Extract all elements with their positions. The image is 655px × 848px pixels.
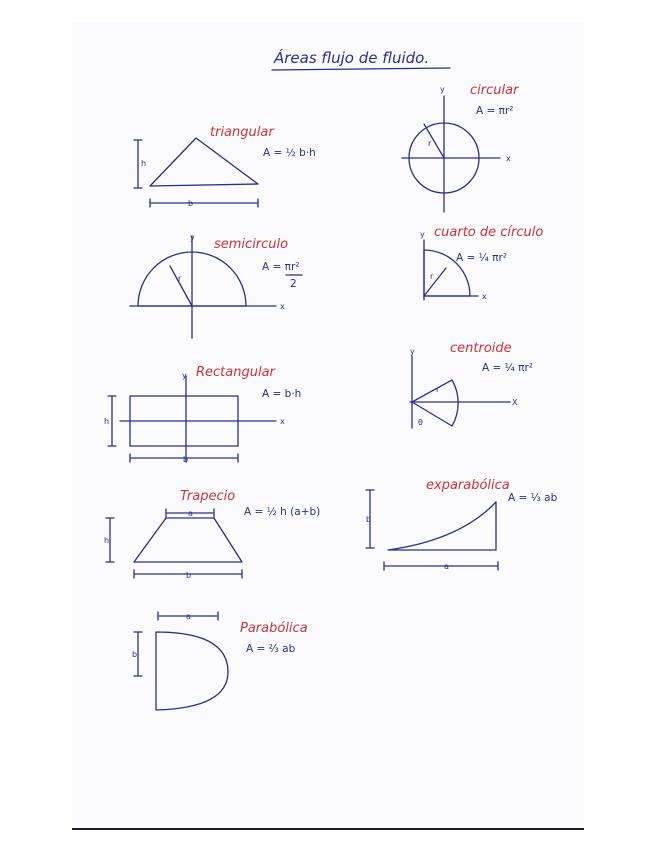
quarter-x-label: x: [482, 292, 487, 301]
quarter-y-label: y: [420, 230, 425, 239]
triangle-h-label: h: [141, 159, 147, 168]
trapecio-figure: [104, 489, 320, 580]
semicircle-y-label: y: [190, 233, 195, 242]
trapecio-name: Trapecio: [180, 489, 236, 504]
rectangle-height-dim: [108, 396, 116, 446]
quarter-radius: [424, 268, 446, 296]
exparabolica-formula: A = ⅓ ab: [508, 492, 558, 504]
trapecio-formula: A = ½ h (a+b): [244, 506, 321, 518]
triangle-base-dim: [150, 199, 258, 207]
circle-radius: [424, 124, 444, 158]
parabola-a-label: a: [186, 612, 191, 621]
exparabola-base-dim: [384, 562, 498, 570]
circular-formula: A = πr²: [476, 105, 514, 117]
quarter-r-label: r: [430, 272, 434, 281]
semicircle-radius: [170, 266, 192, 306]
cuarto-formula: A = ¼ πr²: [456, 252, 508, 264]
sector-r-label: r: [436, 385, 440, 394]
parabolica-formula: A = ⅔ ab: [246, 643, 296, 655]
semicircle-x-label: x: [280, 302, 285, 311]
trapezoid-a-label: a: [188, 509, 193, 518]
cuarto-name: cuarto de círculo: [434, 225, 544, 240]
page-title: Áreas flujo de fluido.: [274, 49, 430, 67]
triangular-formula: A = ½ b·h: [263, 147, 316, 159]
rectangle-x-label: x: [280, 417, 285, 426]
sector-y-label: y: [410, 347, 415, 356]
rectangular-figure: [104, 365, 301, 464]
rectangular-formula: A = b·h: [262, 388, 302, 400]
circle-y-label: y: [440, 85, 445, 94]
parabolica-figure: [132, 612, 308, 710]
semicirculo-formula-bottom: 2: [290, 278, 297, 290]
cuarto-figure: [420, 225, 543, 301]
exparabolica-name: exparabólica: [426, 478, 510, 493]
triangle-b-label: b: [188, 199, 194, 208]
triangle-shape: [150, 138, 258, 186]
semicirculo-figure: [130, 233, 302, 338]
rectangle-h-label: h: [104, 417, 110, 426]
centroide-figure: [410, 341, 533, 428]
rectangle-b-label: b: [183, 455, 189, 464]
parabola-shape: [156, 632, 228, 710]
circle-x-label: x: [506, 154, 511, 163]
trapezoid-b-label: b: [186, 571, 192, 580]
sector-theta-label: θ: [418, 418, 423, 427]
title-underline: [272, 68, 450, 70]
centroide-name: centroide: [450, 341, 512, 356]
semicirculo-formula-top: A = πr²: [262, 261, 300, 273]
rectangular-name: Rectangular: [196, 365, 275, 380]
exparabola-shape: [388, 502, 496, 550]
semicirculo-name: semicirculo: [214, 237, 289, 252]
parabolica-name: Parabólica: [240, 621, 308, 636]
centroide-formula: A = ¼ πr²: [482, 362, 534, 374]
triangular-name: triangular: [210, 125, 274, 140]
parabola-b-label: b: [132, 650, 138, 659]
triangular-figure: [134, 125, 316, 208]
trapezoid-shape: [134, 518, 242, 562]
semicircle-r-label: r: [178, 274, 182, 283]
rectangle-y-label: y: [182, 371, 187, 380]
exparabola-b-label: b: [366, 515, 372, 524]
sector-x-label: X: [512, 398, 518, 407]
circle-r-label: r: [428, 139, 432, 148]
exparabola-a-label: a: [444, 562, 449, 571]
trapezoid-h-label: h: [104, 536, 110, 545]
circular-name: circular: [470, 83, 519, 98]
circular-figure: [402, 83, 520, 212]
exparabolica-figure: [366, 478, 558, 571]
